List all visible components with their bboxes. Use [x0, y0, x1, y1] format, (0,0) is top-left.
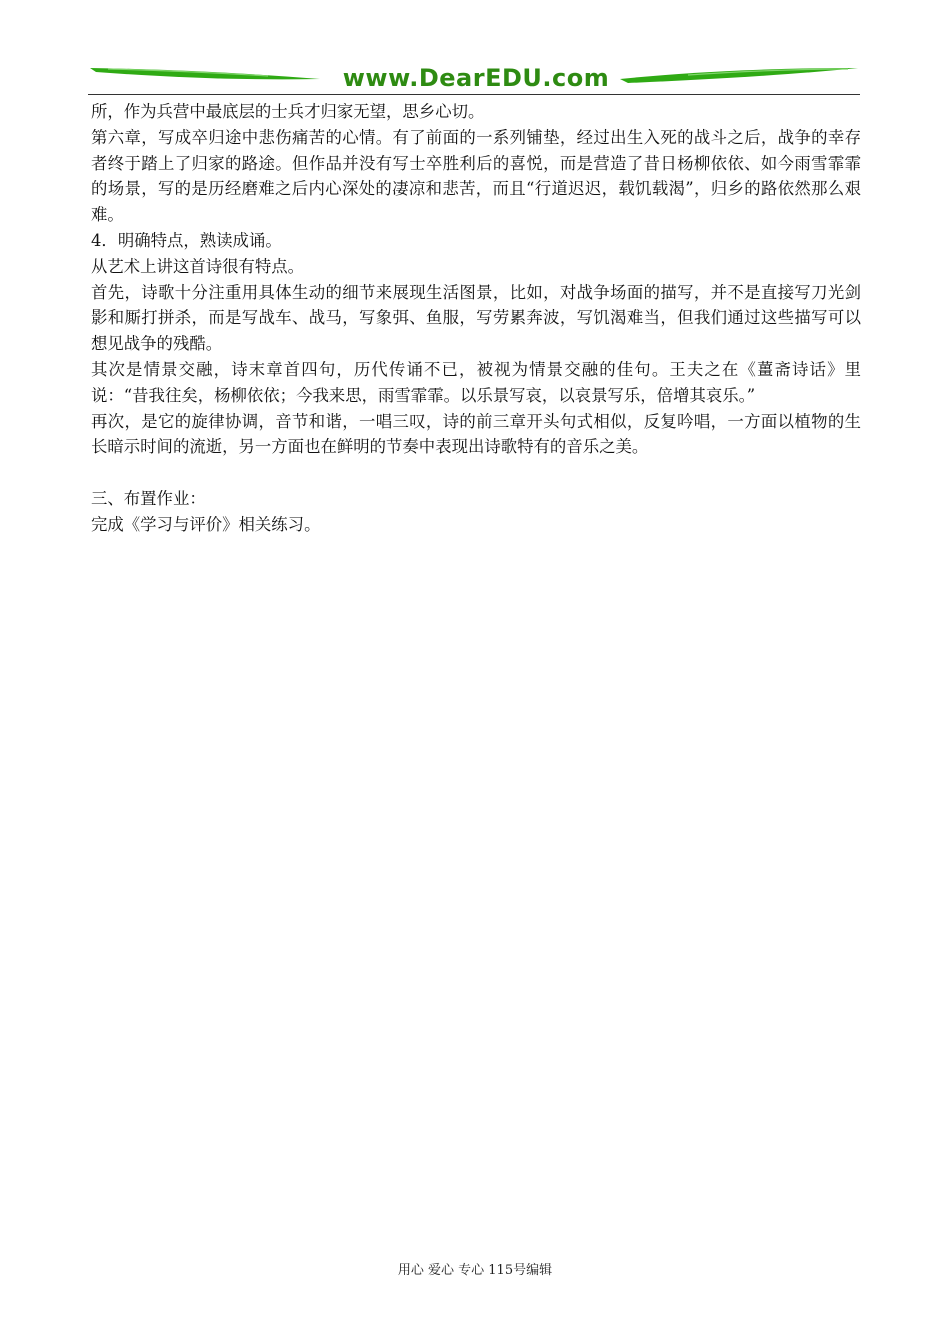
paragraph: 首先，诗歌十分注重用具体生动的细节来展现生活图景，比如，对战争场面的描写，并不是直接写刀光剑影和厮打拼杀，而是写战车、战马，写象弭、鱼服，写劳累奔波，写饥渴难当，但我们通过这些描写可以想见战争的残酷。: [91, 282, 861, 354]
page-footer: 用心 爱心 专心 115号编辑: [397, 1263, 553, 1278]
blank-line: [91, 460, 861, 486]
homework-text: 完成《学习与评价》相关练习。: [91, 514, 321, 534]
site-header: [88, 60, 860, 96]
paragraph: 再次，是它的旋律协调，音节和谐，一唱三叹，诗的前三章开头句式相似，反复吟唱，一方面以植物的生长暗示时间的流逝，另一方面也在鲜明的节奏中表现出诗歌特有的音乐之美。: [91, 411, 861, 457]
paragraph: 其次是情景交融，诗末章首四句，历代传诵不已，被视为情景交融的佳句。王夫之在《薑斋诗话》里说：“昔我往矣，杨柳依依；今我来思，雨雪霏霏。以乐景写哀，以哀景写乐，倍增其哀乐。”: [91, 359, 861, 405]
section-heading: 三、布置作业：: [91, 488, 206, 508]
header-rule: [88, 94, 860, 95]
site-logo[interactable]: www.DearEDU.com: [342, 64, 610, 92]
paragraph: 4．明确特点，熟读成诵。: [91, 230, 282, 250]
paragraph: 所，作为兵营中最底层的士兵才归家无望，思乡心切。: [91, 102, 485, 121]
paragraph: 第六章，写成卒归途中悲伤痛苦的心情。有了前面的一系列铺垫，经过出生入死的战斗之后，战争的幸存者终于踏上了归家的路途。但作品并没有写士卒胜利后的喜悦，而是营造了昔日杨柳依依、如今雨雪霏霏的场景，写的是历经磨难之后内心深处的凄凉和悲苦，而且“行道迟迟，载饥载渴”，归乡的路依然那么艰难。: [91, 127, 861, 225]
document-body: [91, 99, 861, 538]
paragraph: 从艺术上讲这首诗很有特点。: [91, 256, 305, 276]
